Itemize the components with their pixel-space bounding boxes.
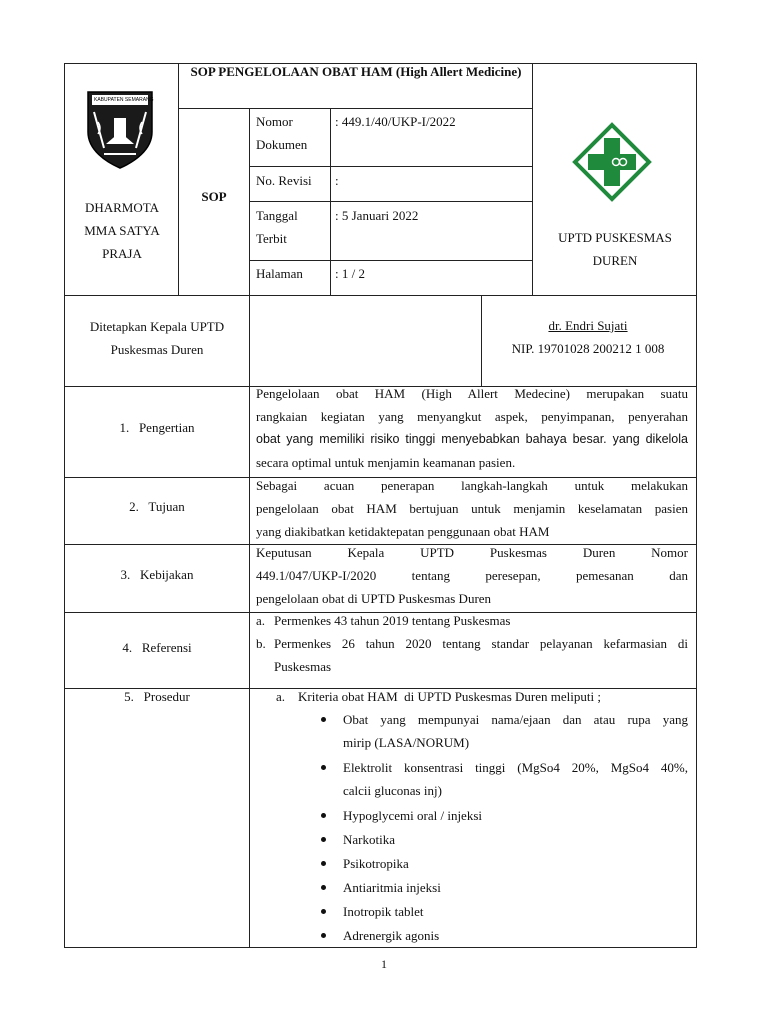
prosedur-intro-text: Kriteria obat HAM di UPTD Puskesmas Duren meliputi ; [298,689,601,704]
referensi-list [256,609,688,678]
meta-value-halaman: : 1 / 2 [335,266,365,281]
bullet-icon [321,837,326,842]
meta-label-nomor: Nomor Dokumen [256,114,308,152]
border-approval-col1 [249,295,250,387]
border-header-col1 [178,63,179,296]
referensi-b-line-2: Puskesmas [274,659,332,674]
bullet-icon [321,813,326,818]
border-header-col-right [532,63,533,296]
referensi-marker-b: b. [256,636,266,651]
bullet-5-line-1: Psikotropika [343,856,409,871]
regency-logo [84,88,156,170]
pengertian-line-1: Pengelolaan obat HAM (High Allert Medecine) merupakan suatu [256,386,688,401]
approver-name: dr. Endri Sujati [548,318,628,333]
bullet-8-line-1: Adrenergik agonis [343,928,440,943]
bullet-2-line-2: calcii gluconas inj) [343,783,442,798]
pengertian-text [256,382,688,474]
tujuan-line-3: yang diakibatkan ketidaktepatan penggunaan obat HAM [256,524,550,539]
document-title: SOP PENGELOLAAN OBAT HAM (High Allert Medicine) [190,64,522,79]
border-right [696,63,697,948]
kebijakan-line-2: 449.1/047/UKP-I/2020 tentang peresepan, pemesanan dan [256,568,688,583]
logo-banner-text: KABUPATEN SEMARANG [94,97,154,103]
border-sop-col [249,108,250,296]
page-number: 1 [381,957,387,971]
pengertian-line-4: secara optimal untuk menjamin keamanan pasien. [256,455,516,470]
list-item [343,900,688,923]
list-item [343,804,688,827]
approval-left: Ditetapkan Kepala UPTD Puskesmas Duren [89,319,225,357]
referensi-marker-a: a. [256,613,266,628]
prosedur-intro [276,685,688,708]
meta-value-nomor: : 449.1/40/UKP-I/2022 [335,114,456,129]
puskesmas-logo [572,122,652,202]
bullet-icon [321,717,326,722]
kebijakan-line-3: pengelolaan obat di UPTD Puskesmas Duren [256,591,492,606]
prosedur-intro-marker: a. [276,689,286,704]
bullet-6-line-1: Antiaritmia injeksi [343,880,441,895]
prosedur-bullets [343,708,688,947]
bullet-4-line-1: Narkotika [343,832,395,847]
meta-value-revisi: : [335,173,339,188]
referensi-item-a [256,609,688,632]
bullet-icon [321,765,326,770]
label-pengertian: 1. Pengertian [119,420,195,435]
list-item [343,756,688,802]
bullet-1-line-2: mirip (LASA/NORUM) [343,735,470,750]
sop-label: SOP [201,189,227,204]
tujuan-text [256,474,688,543]
list-item [343,828,688,851]
border-left [64,63,65,948]
kebijakan-text [256,541,688,610]
referensi-a-line-1: Permenkes 43 tahun 2019 tentang Puskesmas [274,613,511,628]
pengertian-line-2: rangkaian kegiatan yang menyangkut aspek, penyimpanan, penyerahan [256,409,688,424]
bullet-7-line-1: Inotropik tablet [343,904,424,919]
meta-label-tanggal: Tanggal Terbit [256,208,298,246]
label-referensi: 4. Referensi [122,640,192,655]
bullet-icon [321,885,326,890]
bullet-icon [321,861,326,866]
meta-value-tanggal: : 5 Januari 2022 [335,208,419,223]
border-meta-2 [249,201,533,202]
bullet-2-line-1: Elektrolit konsentrasi tinggi (MgSo4 20%, MgSo4 40%, [343,760,688,775]
kebijakan-line-1: Keputusan Kepala UPTD Puskesmas Duren Nomor [256,545,688,560]
list-item [343,852,688,875]
tujuan-line-1: Sebagai acuan penerapan langkah-langkah untuk melakukan [256,478,688,493]
right-org-name: UPTD PUSKESMAS DUREN [558,230,672,268]
approver-nip: NIP. 19701028 200212 1 008 [511,341,665,356]
border-meta-3 [249,260,533,261]
label-tujuan: 2. Tujuan [129,499,185,514]
meta-label-halaman: Halaman [256,266,303,281]
green-cross-icon [572,122,652,202]
border-meta-1 [249,166,533,167]
left-org-name: DHARMOTA MMA SATYA PRAJA [84,200,160,261]
referensi-b-line-1: Permenkes 26 tahun 2020 tentang standar pelayanan kefarmasian di [274,636,688,651]
list-item [343,924,688,947]
bullet-1-line-1: Obat yang mempunyai nama/ejaan dan atau rupa yang [343,712,688,727]
tujuan-line-2: pengelolaan obat HAM bertujuan untuk menjamin keselamatan pasien [256,501,688,516]
bullet-icon [321,909,326,914]
pengertian-line-3: obat yang memiliki risiko tinggi menyebabkan bahaya besar. yang dikelola [256,432,688,446]
list-item [343,876,688,899]
meta-label-revisi: No. Revisi [256,173,312,188]
border-bottom [64,947,697,948]
list-item [343,708,688,754]
label-prosedur: 5. Prosedur [124,689,190,704]
referensi-item-b [256,632,688,678]
bullet-3-line-1: Hypoglycemi oral / injeksi [343,808,483,823]
border-meta-col [330,108,331,296]
border-title-bottom [178,108,533,109]
label-kebijakan: 3. Kebijakan [120,567,194,582]
border-approval-col2 [481,295,482,387]
border-body-col [249,386,250,948]
bullet-icon [321,933,326,938]
border-header-bottom [64,295,697,296]
